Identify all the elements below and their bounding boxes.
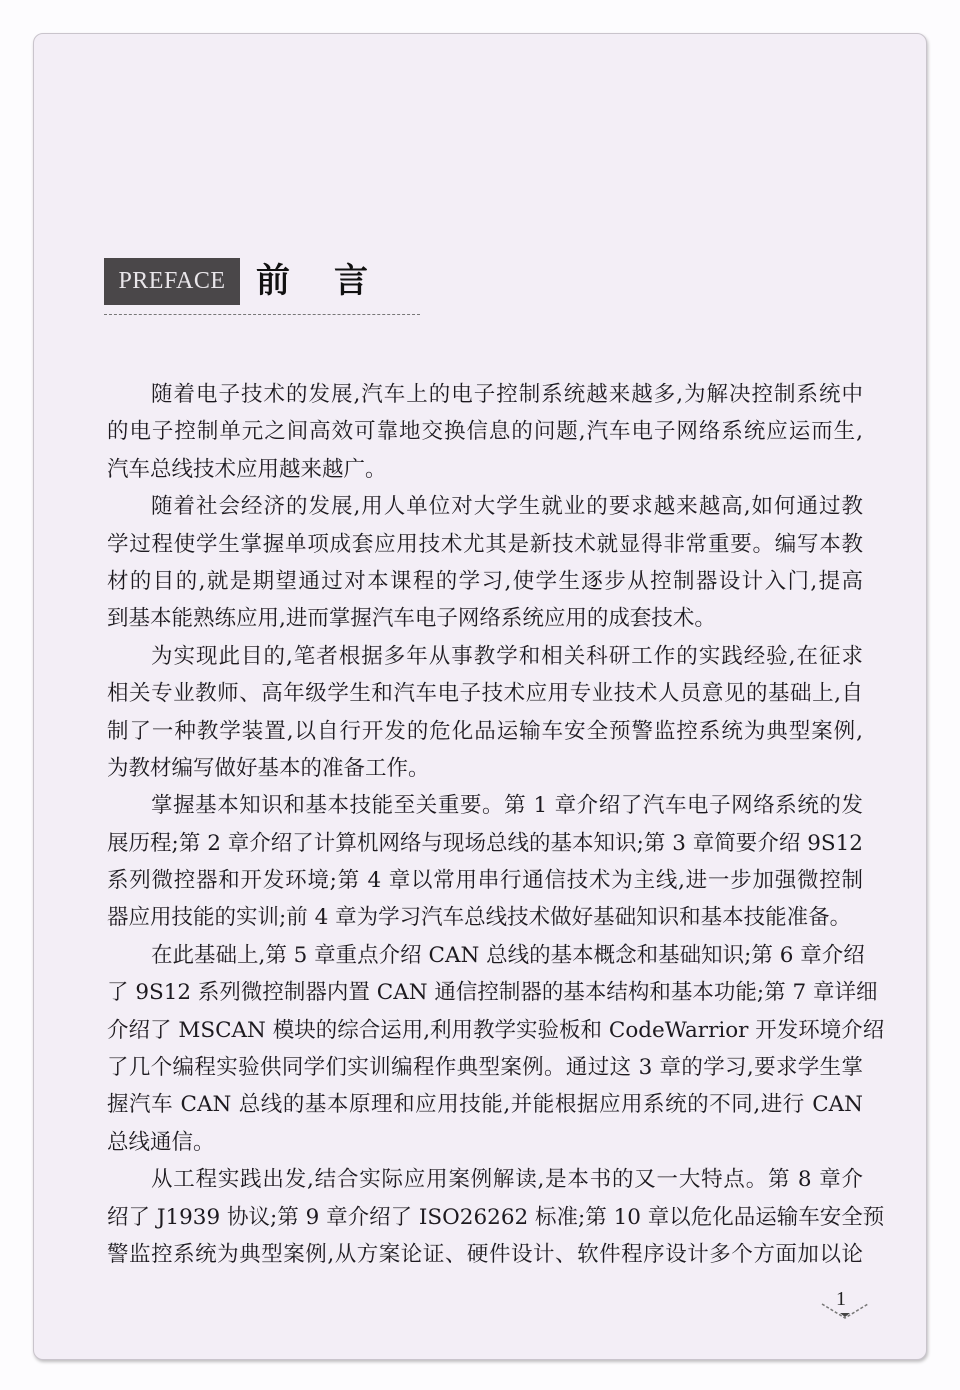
text-line: 介绍了 MSCAN 模块的综合运用,利用教学实验板和 CodeWarrior 开发环境介绍 xyxy=(107,1017,885,1043)
text-line: 材的目的,就是期望通过对本课程的学习,使学生逐步从控制器设计入门,提高 xyxy=(107,568,863,594)
page-number: 1 xyxy=(836,1288,846,1310)
text-line: 警监控系统为典型案例,从方案论证、硬件设计、软件程序设计多个方面加以论 xyxy=(107,1241,863,1267)
paragraph xyxy=(107,787,863,937)
text-line: 绍了 J1939 协议;第 9 章介绍了 ISO26262 标准;第 10 章以危化品运输车安全预 xyxy=(107,1204,885,1230)
paragraph xyxy=(107,1161,885,1273)
text-line: 握汽车 CAN 总线的基本原理和应用技能,并能根据应用系统的不同,进行 CAN xyxy=(107,1092,863,1118)
text-line: 的电子控制单元之间高效可靠地交换信息的问题,汽车电子网络系统应运而生, xyxy=(107,419,863,445)
title-divider xyxy=(104,314,420,315)
paragraph xyxy=(107,376,863,488)
text-line: 器应用技能的实训;前 4 章为学习汽车总线技术做好基础知识和基本技能准备。 xyxy=(107,905,852,931)
text-line: 掌握基本知识和基本技能至关重要。第 1 章介绍了汽车电子网络系统的发 xyxy=(151,793,863,819)
preface-badge: PREFACE xyxy=(104,258,240,305)
text-line: 总线通信。 xyxy=(107,1129,215,1155)
paragraph xyxy=(107,488,863,638)
page-title: 前言 xyxy=(256,261,412,301)
text-line: 在此基础上,第 5 章重点介绍 CAN 总线的基本概念和基础知识;第 6 章介绍 xyxy=(151,942,865,968)
text-line: 随着电子技术的发展,汽车上的电子控制系统越来越多,为解决控制系统中 xyxy=(151,382,863,407)
paragraph xyxy=(107,638,863,788)
text-line: 为教材编写做好基本的准备工作。 xyxy=(107,755,430,781)
text-line: 系列微控器和开发环境;第 4 章以常用串行通信技术为主线,进一步加强微控制 xyxy=(107,868,863,894)
text-line: 了几个编程实验供同学们实训编程作典型案例。通过这 3 章的学习,要求学生掌 xyxy=(107,1055,863,1081)
text-line: 相关专业教师、高年级学生和汽车电子技术应用专业技术人员意见的基础上,自 xyxy=(107,681,863,707)
text-line: 随着社会经济的发展,用人单位对大学生就业的要求越来越高,如何通过教 xyxy=(151,494,863,520)
preface-body xyxy=(107,376,885,1273)
text-line: 汽车总线技术应用越来越广。 xyxy=(107,456,387,482)
text-line: 展历程;第 2 章介绍了计算机网络与现场总线的基本知识;第 3 章简要介绍 9S12 xyxy=(107,830,863,856)
text-line: 制了一种教学装置,以自行开发的危化品运输车安全预警监控系统为典型案例, xyxy=(107,718,863,744)
page-number-ornament-icon xyxy=(820,1300,870,1324)
paragraph xyxy=(107,937,885,1161)
text-line: 了 9S12 系列微控制器内置 CAN 通信控制器的基本结构和基本功能;第 7 章详细 xyxy=(107,980,878,1006)
text-line: 为实现此目的,笔者根据多年从事教学和相关科研工作的实践经验,在征求 xyxy=(151,643,863,669)
text-line: 从工程实践出发,结合实际应用案例解读,是本书的又一大特点。第 8 章介 xyxy=(151,1167,863,1193)
text-line: 到基本能熟练应用,进而掌握汽车电子网络系统应用的成套技术。 xyxy=(107,606,716,632)
text-line: 学过程使学生掌握单项成套应用技术尤其是新技术就显得非常重要。编写本教 xyxy=(107,531,863,557)
